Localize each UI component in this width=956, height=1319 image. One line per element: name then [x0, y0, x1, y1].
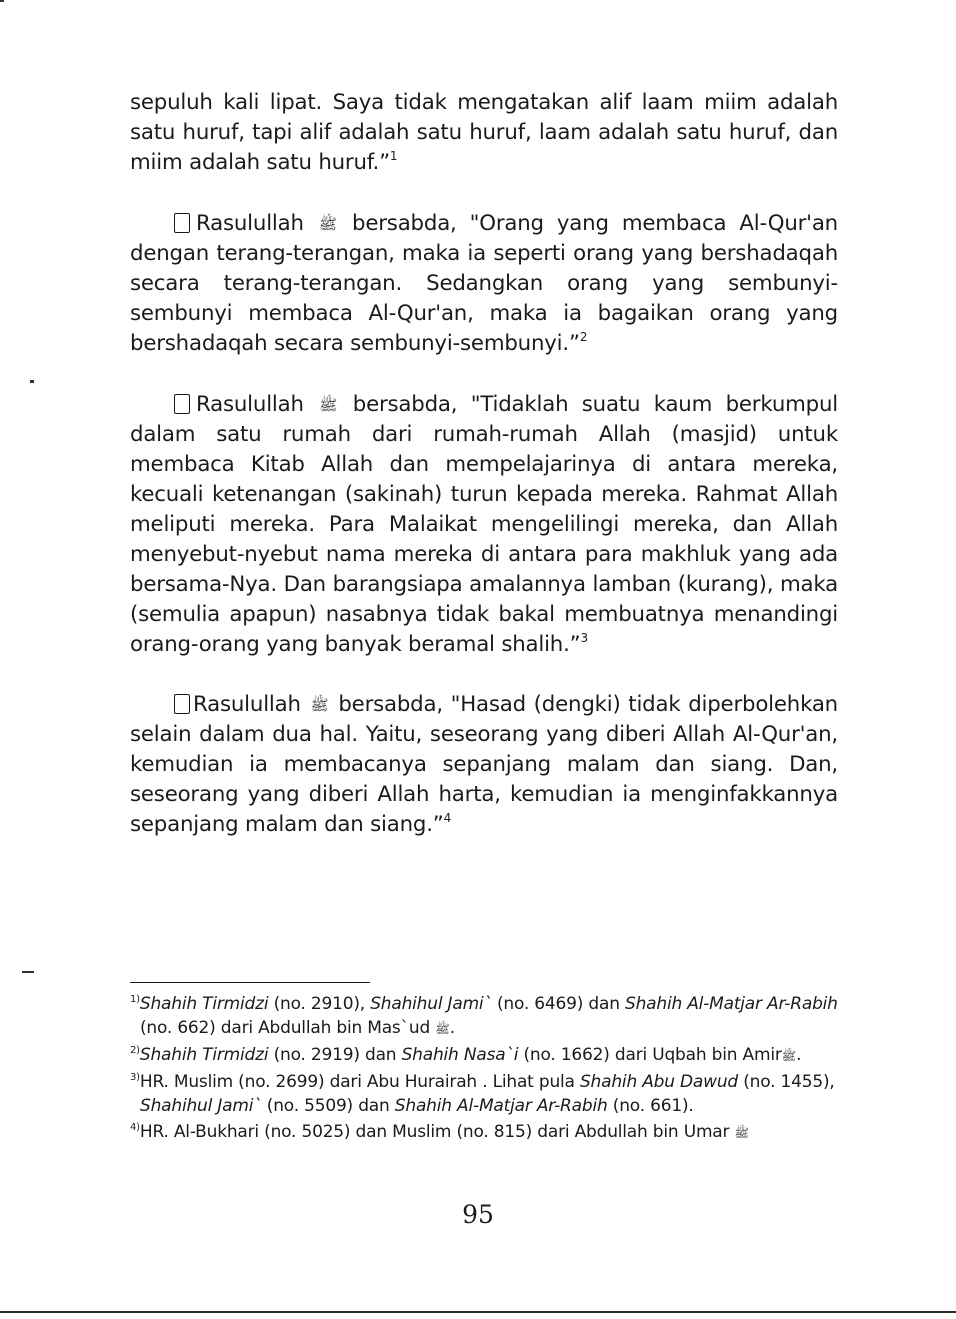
footnote [130, 1120, 838, 1145]
paragraph-lead: Rasulullah [196, 392, 304, 417]
honorific-icon: ﷺ [310, 696, 329, 714]
paragraph-text: bersabda, "Orang yang membaca Al-Qur'an dengan terang-terangan, maka ia seperti orang yang bershadaqah secara terang-terangan. Sedangkan orang yang sembunyi-sembunyi membaca Al-Qur'an, maka ia bagaikan orang yang bershadaqah secara sembunyi-sembunyi.” [130, 211, 838, 356]
footnote-text: HR. Muslim (no. 2699) dari Abu Hurairah . Lihat pula [139, 1072, 580, 1092]
footnote-ref: 2 [579, 330, 588, 344]
page-number: 95 [462, 1200, 494, 1229]
footnote-text: Shahih Nasa`i [401, 1045, 519, 1065]
footnote-text: Shahihul Jami` [370, 994, 492, 1014]
honorific-icon: ﷺ [435, 1022, 450, 1036]
scan-mark [0, 0, 4, 2]
honorific-icon: ﷺ [318, 215, 337, 233]
scan-mark [22, 971, 34, 973]
footnote-text: HR. Al-Bukhari (no. 5025) dan Muslim (no. 815) dari Abdullah bin Umar [139, 1122, 735, 1142]
footnote-text: (no. 661). [607, 1096, 694, 1116]
paragraph [130, 390, 838, 660]
paragraph [130, 690, 838, 840]
checkbox-bullet-icon [174, 394, 190, 414]
footnote-text: Shahih Abu Dawud [579, 1072, 739, 1092]
honorific-icon: ﷺ [734, 1126, 750, 1140]
footnote-text: Shahihul Jami` [140, 1096, 262, 1116]
footnote-marker: 2) [130, 1045, 140, 1056]
footnote-ref: 1 [389, 149, 398, 163]
paragraph-text: bersabda, "Tidaklah suatu kaum berkumpul dalam satu rumah dari rumah-rumah Allah (masjid) untuk membaca Kitab Allah dan mempelajarinya di antara mereka, kecuali ketenangan (sakinah) turun kepada mereka. Rahmat Allah meliputi mereka. Para Malaikat mengelilingi mereka, dan Allah menyebut-nyebut nama mereka di antara para makhluk yang ada bersama-Nya. Dan barangsiapa amalannya lamban (kurang), maka (semulia apapun) nasabnya tidak bakal membuatnya menandingi orang-orang yang banyak beramal shalih.” [130, 392, 838, 657]
footnote-marker: 4) [130, 1122, 140, 1133]
footnote [130, 1070, 838, 1118]
footnote-text: (no. 2919) dan [268, 1045, 402, 1065]
paragraph [130, 88, 838, 178]
footnotes [130, 992, 838, 1147]
paragraph-lead: Rasulullah [193, 692, 301, 717]
footnote-text: . [449, 1018, 456, 1038]
footnote-text: (no. 1662) dari Uqbah bin Amir [518, 1045, 782, 1065]
footnote-text: Shahih Tirmidzi [139, 994, 269, 1014]
scan-mark [30, 380, 34, 383]
paragraph-text: sepuluh kali lipat. Saya tidak mengatakan alif laam miim adalah satu huruf, tapi alif adalah satu huruf, laam adalah satu huruf, dan miim adalah satu huruf.” [130, 90, 838, 175]
footnote [130, 992, 838, 1041]
checkbox-bullet-icon [174, 694, 190, 714]
paragraph-lead: Rasulullah [196, 211, 304, 236]
footnote-ref: 3 [580, 631, 588, 645]
footnote [130, 1043, 838, 1068]
checkbox-bullet-icon [174, 213, 190, 233]
paragraph [130, 209, 838, 359]
footnote-text: Shahih Al-Matjar Ar-Rabih [394, 1096, 608, 1116]
footnote-text: (no. 1455), [738, 1072, 835, 1092]
page-bottom-edge [0, 1311, 956, 1313]
footnote-text: Shahih Al-Matjar Ar-Rabih [624, 994, 838, 1014]
footnote-text: (no. 6469) dan [491, 994, 625, 1014]
footnote-text: . [796, 1045, 802, 1065]
footnote-text: (no. 5509) dan [261, 1096, 395, 1116]
footnote-text: (no. 2910), [268, 994, 371, 1014]
honorific-icon: ﷺ [781, 1049, 797, 1063]
footnote-separator [130, 982, 370, 983]
footnote-marker: 1) [130, 994, 140, 1005]
paragraph-text: bersabda, "Hasad (dengki) tidak diperbolehkan selain dalam dua hal. Yaitu, seseorang yang diberi Allah Al-Qur'an, kemudian ia membacanya sepanjang malam dan siang. Dan, seseorang yang diberi Allah harta, kemudian ia menginfakkannya sepanjang malam dan siang.” [130, 692, 838, 837]
footnote-text: (no. 662) dari Abdullah bin Mas`ud [140, 1018, 436, 1038]
footnote-text: Shahih Tirmidzi [139, 1045, 269, 1065]
honorific-icon: ﷺ [319, 396, 338, 414]
footnote-marker: 3) [130, 1072, 140, 1083]
footnote-ref: 4 [443, 811, 452, 825]
